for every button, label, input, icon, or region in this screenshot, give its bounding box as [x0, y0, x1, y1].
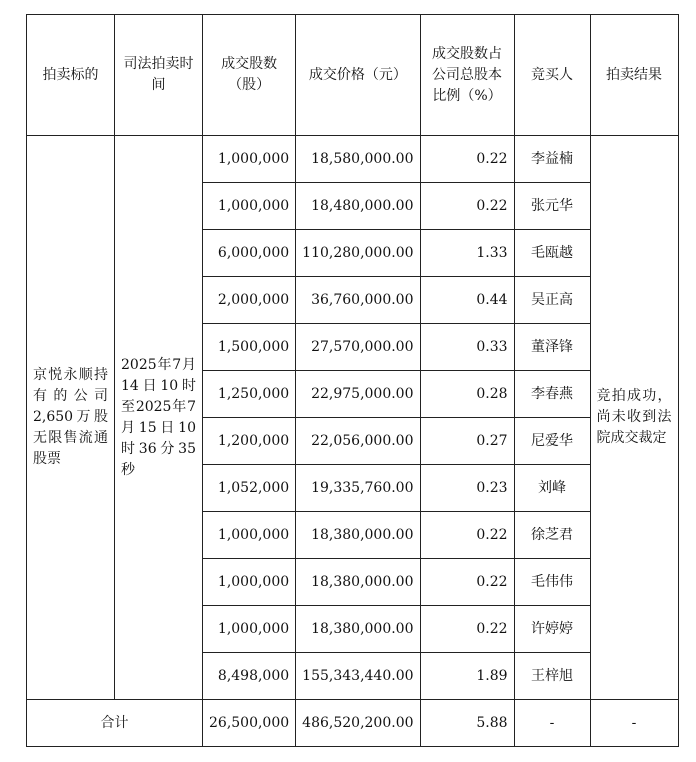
buyer-cell: 尼爱华 — [514, 418, 590, 465]
target-cell: 京悦永顺持有的公司2,650万股无限售流通股票 — [27, 136, 115, 700]
ratio-cell: 1.33 — [420, 230, 514, 277]
buyer-cell: 刘峰 — [514, 465, 590, 512]
shares-cell: 1,500,000 — [203, 324, 296, 371]
total-ratio: 5.88 — [420, 700, 514, 747]
ratio-cell: 0.22 — [420, 512, 514, 559]
shares-cell: 2,000,000 — [203, 277, 296, 324]
ratio-cell: 0.22 — [420, 183, 514, 230]
price-cell: 22,975,000.00 — [296, 371, 420, 418]
header-row — [27, 15, 679, 136]
table-row — [27, 136, 679, 183]
buyer-cell: 李益楠 — [514, 136, 590, 183]
buyer-cell: 王梓旭 — [514, 653, 590, 700]
price-cell: 18,380,000.00 — [296, 512, 420, 559]
shares-cell: 8,498,000 — [203, 653, 296, 700]
buyer-cell: 许婷婷 — [514, 606, 590, 653]
price-cell: 36,760,000.00 — [296, 277, 420, 324]
total-price: 486,520,200.00 — [296, 700, 420, 747]
header-result: 拍卖结果 — [590, 15, 678, 136]
price-cell: 155,343,440.00 — [296, 653, 420, 700]
time-cell: 2025年7月14日10时至2025年7月15日10时36分35秒 — [115, 136, 203, 700]
ratio-cell: 0.22 — [420, 136, 514, 183]
total-shares: 26,500,000 — [203, 700, 296, 747]
ratio-cell: 0.27 — [420, 418, 514, 465]
header-shares: 成交股数（股） — [203, 15, 296, 136]
price-cell: 18,580,000.00 — [296, 136, 420, 183]
price-cell: 18,480,000.00 — [296, 183, 420, 230]
ratio-cell: 0.22 — [420, 606, 514, 653]
shares-cell: 1,052,000 — [203, 465, 296, 512]
result-cell: 竞拍成功，尚未收到法院成交裁定 — [590, 136, 678, 700]
ratio-cell: 0.33 — [420, 324, 514, 371]
header-price: 成交价格（元） — [296, 15, 420, 136]
shares-cell: 1,000,000 — [203, 512, 296, 559]
shares-cell: 1,000,000 — [203, 559, 296, 606]
shares-cell: 6,000,000 — [203, 230, 296, 277]
shares-cell: 1,000,000 — [203, 606, 296, 653]
buyer-cell: 李春燕 — [514, 371, 590, 418]
price-cell: 22,056,000.00 — [296, 418, 420, 465]
header-time: 司法拍卖时间 — [115, 15, 203, 136]
header-buyer: 竞买人 — [514, 15, 590, 136]
buyer-cell: 徐芝君 — [514, 512, 590, 559]
price-cell: 18,380,000.00 — [296, 559, 420, 606]
ratio-cell: 1.89 — [420, 653, 514, 700]
header-ratio: 成交股数占公司总股本比例（%） — [420, 15, 514, 136]
buyer-cell: 吴正高 — [514, 277, 590, 324]
total-label: 合计 — [27, 700, 203, 747]
price-cell: 27,570,000.00 — [296, 324, 420, 371]
auction-results-table — [26, 14, 679, 747]
shares-cell: 1,250,000 — [203, 371, 296, 418]
total-row — [27, 700, 679, 747]
total-buyer: - — [514, 700, 590, 747]
ratio-cell: 0.23 — [420, 465, 514, 512]
total-result: - — [590, 700, 678, 747]
price-cell: 110,280,000.00 — [296, 230, 420, 277]
buyer-cell: 毛瓯越 — [514, 230, 590, 277]
buyer-cell: 毛伟伟 — [514, 559, 590, 606]
price-cell: 19,335,760.00 — [296, 465, 420, 512]
buyer-cell: 张元华 — [514, 183, 590, 230]
price-cell: 18,380,000.00 — [296, 606, 420, 653]
buyer-cell: 董泽锋 — [514, 324, 590, 371]
header-target: 拍卖标的 — [27, 15, 115, 136]
ratio-cell: 0.44 — [420, 277, 514, 324]
ratio-cell: 0.28 — [420, 371, 514, 418]
shares-cell: 1,000,000 — [203, 136, 296, 183]
shares-cell: 1,200,000 — [203, 418, 296, 465]
shares-cell: 1,000,000 — [203, 183, 296, 230]
ratio-cell: 0.22 — [420, 559, 514, 606]
